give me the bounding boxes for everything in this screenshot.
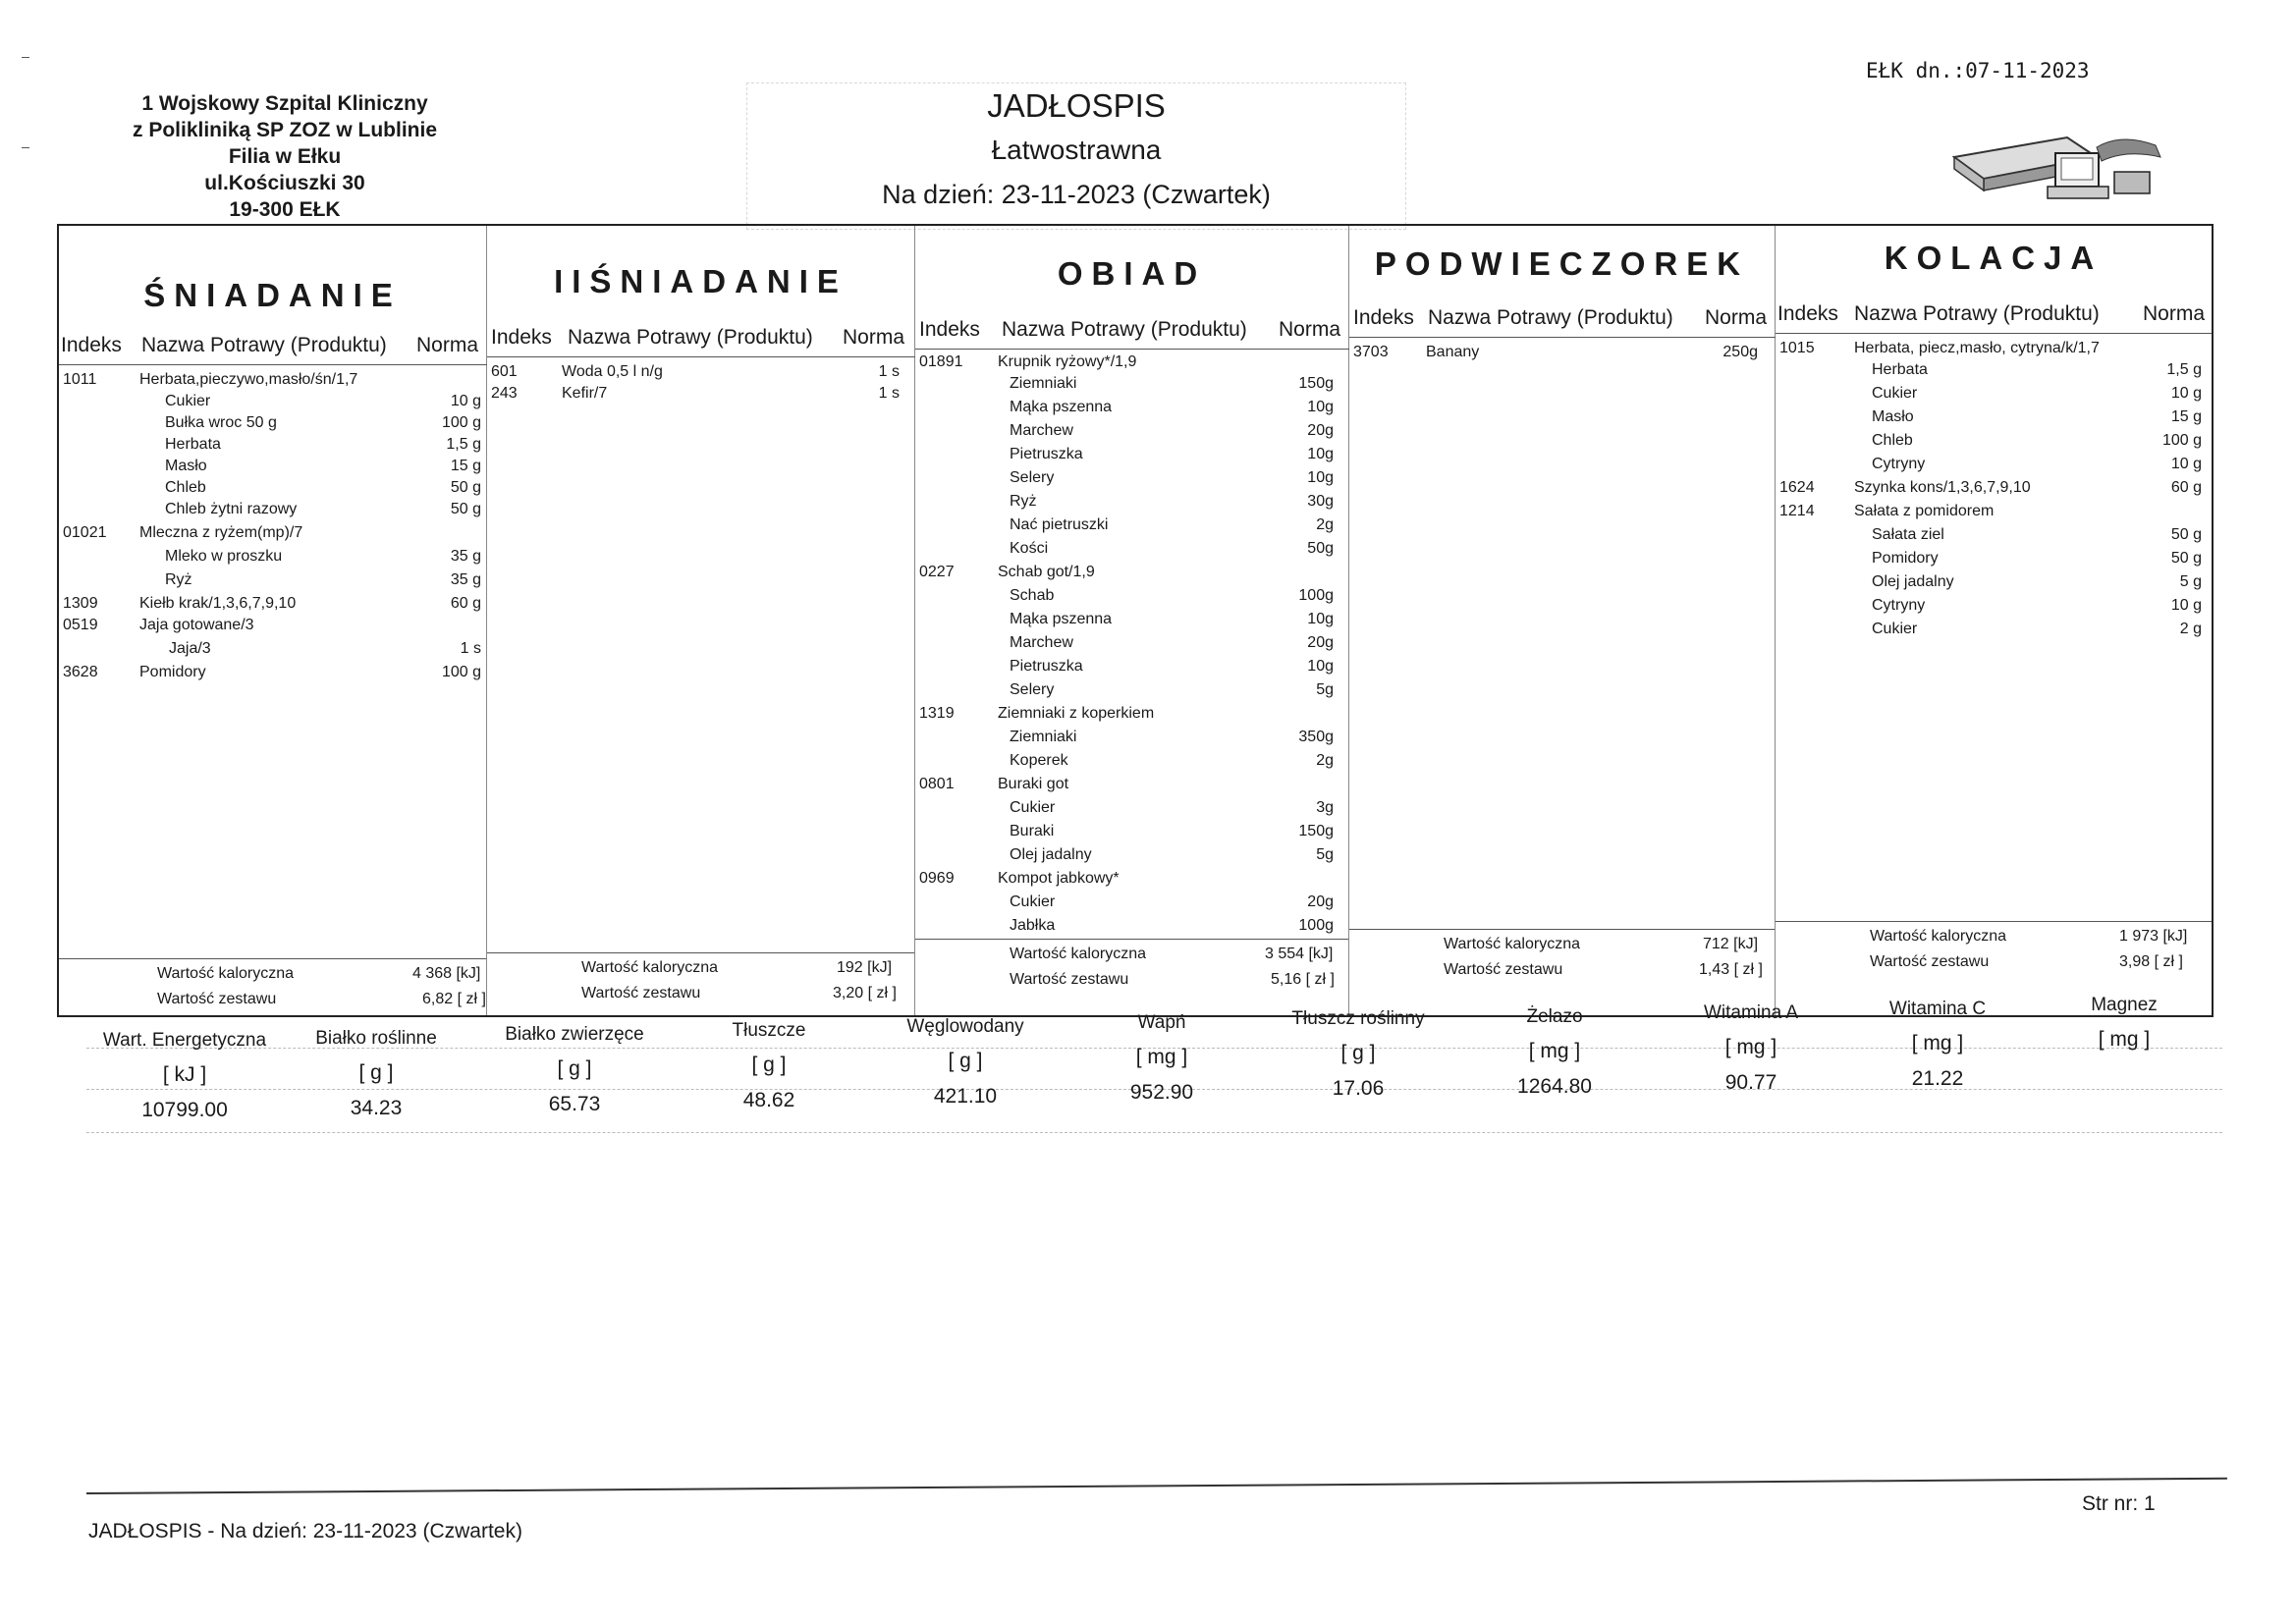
item-name: Cukier — [1872, 621, 1918, 637]
item-name: Herbata — [1872, 361, 1928, 378]
nutrient-label: Białko roślinne — [315, 1028, 437, 1049]
list-item — [915, 893, 1348, 915]
list-item — [915, 564, 1348, 585]
item-name: Mąka pszenna — [1010, 399, 1113, 415]
item-norm: 15 g — [450, 458, 481, 474]
hospital-line: 1 Wojskowy Szpital Kliniczny — [141, 92, 428, 115]
column-norm: Norma — [1705, 306, 1768, 329]
item-index: 3628 — [63, 664, 98, 680]
item-norm: 350g — [1298, 729, 1334, 745]
item-name: Ziemniaki — [1010, 729, 1077, 745]
item-index: 1624 — [1779, 479, 1815, 496]
item-name: Cytryny — [1872, 456, 1926, 472]
item-name: Kompot jabkowy* — [998, 870, 1120, 887]
item-norm: 20g — [1307, 893, 1334, 910]
list-item — [915, 353, 1348, 375]
nutrient-plant-fat — [1265, 1008, 1451, 1101]
list-item — [915, 422, 1348, 444]
column-headers — [59, 332, 487, 365]
meal-second-breakfast — [487, 226, 915, 1015]
item-name: Schab — [1010, 587, 1055, 604]
nutrient-label: Witamina C — [1888, 999, 1987, 1019]
item-name: Cukier — [1010, 799, 1056, 816]
meal-items — [915, 353, 1348, 933]
item-norm: 150g — [1298, 375, 1334, 392]
list-item — [915, 846, 1348, 868]
item-index: 243 — [491, 385, 518, 402]
nutrient-value: 21.22 — [1911, 1067, 1964, 1090]
item-name: Koperek — [1010, 752, 1068, 769]
item-norm: 1 s — [878, 385, 900, 402]
column-norm: Norma — [2143, 302, 2206, 325]
nutrient-vitamin-a — [1658, 1002, 1844, 1095]
kcal-label: Wartość kaloryczna — [157, 965, 294, 982]
column-index: Indeks — [61, 334, 122, 356]
item-norm: 50 g — [450, 479, 481, 496]
menu-date: Na dzień: 23-11-2023 (Czwartek) — [882, 180, 1271, 209]
column-name: Nazwa Potrawy (Produktu) — [1002, 318, 1247, 341]
nutrient-value: 34.23 — [350, 1097, 403, 1119]
list-item — [915, 634, 1348, 656]
item-index: 0227 — [919, 564, 955, 580]
nutrient-unit: [ mg ] — [1911, 1032, 1964, 1055]
list-item — [915, 399, 1348, 420]
nutrient-label: Wapń — [1137, 1012, 1186, 1033]
menu-table — [57, 224, 2214, 1017]
page-footer: JADŁOSPIS - Na dzień: 23-11-2023 (Czwartek) — [88, 1520, 522, 1542]
item-norm: 10g — [1307, 611, 1334, 627]
nutrient-carbohydrates — [872, 1016, 1059, 1109]
item-name: Jabłka — [1010, 917, 1056, 934]
item-name: Nać pietruszki — [1010, 516, 1109, 533]
column-name: Nazwa Potrawy (Produktu) — [141, 334, 387, 356]
list-item — [1776, 526, 2212, 548]
nutrient-calcium — [1068, 1012, 1255, 1105]
cost-value: 5,16 [ zł ] — [1271, 971, 1335, 988]
list-item — [915, 705, 1348, 727]
item-name: Woda 0,5 l n/g — [562, 363, 663, 380]
list-item — [915, 516, 1348, 538]
meal-lunch — [915, 226, 1349, 1015]
list-item — [1776, 340, 2212, 361]
list-item — [915, 917, 1348, 939]
item-name: Mąka pszenna — [1010, 611, 1113, 627]
item-norm: 60 g — [2170, 479, 2202, 496]
list-item — [915, 799, 1348, 821]
list-item — [915, 681, 1348, 703]
meal-items — [59, 371, 486, 950]
item-norm: 50 g — [2170, 526, 2202, 543]
nutrient-unit: [ mg ] — [1724, 1036, 1777, 1058]
item-norm: 1 s — [878, 363, 900, 380]
item-norm: 50 g — [450, 501, 481, 517]
nutrient-value: 65.73 — [548, 1093, 601, 1115]
list-item — [1776, 479, 2212, 501]
item-index: 0801 — [919, 776, 955, 792]
nutrient-unit: [ g ] — [358, 1061, 394, 1084]
document-title: JADŁOSPIS — [987, 87, 1166, 124]
meal-title: PODWIECZOREK — [1374, 245, 1750, 282]
column-norm: Norma — [1279, 318, 1341, 341]
item-name: Mleczna z ryżem(mp)/7 — [139, 524, 303, 541]
item-norm: 20g — [1307, 422, 1334, 439]
nutrient-label: Wart. Energetyczna — [102, 1030, 267, 1051]
item-name: Kefir/7 — [562, 385, 608, 402]
item-norm: 35 g — [450, 548, 481, 565]
list-item — [59, 501, 486, 522]
list-item — [1776, 503, 2212, 524]
item-name: Kiełb krak/1,3,6,7,9,10 — [139, 595, 297, 612]
item-norm: 1,5 g — [2166, 361, 2202, 378]
meal-items — [1776, 340, 2212, 919]
item-name: Chleb — [165, 479, 206, 496]
column-headers — [1776, 300, 2212, 334]
column-norm: Norma — [416, 334, 479, 356]
item-name: Jaja gotowane/3 — [139, 617, 254, 633]
item-index: 01021 — [63, 524, 107, 541]
column-norm: Norma — [843, 326, 905, 349]
meal-title: ŚNIADANIE — [143, 277, 402, 313]
column-index: Indeks — [1353, 306, 1414, 329]
item-norm: 10 g — [2170, 597, 2202, 614]
item-index: 3703 — [1353, 344, 1389, 360]
item-norm: 5 g — [2179, 573, 2202, 590]
list-item — [59, 393, 486, 414]
nutrient-value: 17.06 — [1332, 1077, 1385, 1100]
column-headers — [915, 316, 1349, 350]
issue-date: EŁK dn.:07-11-2023 — [1866, 59, 2090, 82]
list-item — [59, 617, 486, 638]
list-item — [487, 385, 914, 406]
item-norm: 1,5 g — [446, 436, 481, 453]
kcal-label: Wartość kaloryczna — [581, 959, 718, 976]
item-norm: 10g — [1307, 658, 1334, 675]
list-item — [915, 587, 1348, 609]
list-item — [59, 595, 486, 617]
item-norm: 60 g — [450, 595, 481, 612]
item-name: Ziemniaki — [1010, 375, 1077, 392]
diet-name: Łatwostrawna — [991, 135, 1162, 165]
kcal-value: 3 554 [kJ] — [1265, 946, 1334, 962]
item-name: Herbata, piecz,masło, cytryna/k/1,7 — [1854, 340, 2100, 356]
item-name: Cukier — [165, 393, 211, 409]
hospital-line: z Polikliniką SP ZOZ w Lublinie — [133, 119, 437, 141]
meal-title: IIŚNIADANIE — [554, 263, 847, 299]
nutrient-label: Węglowodany — [906, 1016, 1024, 1037]
item-name: Olej jadalny — [1010, 846, 1092, 863]
cost-label: Wartość zestawu — [1010, 971, 1129, 988]
list-item — [915, 870, 1348, 892]
item-index: 01891 — [919, 353, 963, 370]
list-item — [915, 658, 1348, 679]
meal-items — [1349, 344, 1775, 923]
nutrient-value: 421.10 — [933, 1085, 998, 1108]
cost-value: 3,98 [ zł ] — [2119, 953, 2183, 970]
nutrient-value: 10799.00 — [141, 1099, 228, 1121]
item-norm: 30g — [1307, 493, 1334, 510]
meal-breakfast — [59, 226, 487, 1015]
nutrient-label: Tłuszcz roślinny — [1291, 1008, 1425, 1029]
kcal-label: Wartość kaloryczna — [1870, 928, 2006, 945]
kcal-value: 192 [kJ] — [837, 959, 893, 976]
item-name: Selery — [1010, 681, 1055, 698]
list-item — [59, 414, 486, 436]
kcal-label: Wartość kaloryczna — [1444, 936, 1580, 952]
hospital-address — [108, 90, 462, 223]
nutrient-value: 952.90 — [1129, 1081, 1194, 1104]
cost-label: Wartość zestawu — [1444, 961, 1563, 978]
item-name: Chleb — [1872, 432, 1913, 449]
title-box — [746, 82, 1406, 230]
kcal-value: 712 [kJ] — [1703, 936, 1759, 952]
meal-summary — [1349, 929, 1775, 989]
list-item — [915, 776, 1348, 797]
nutrient-unit: [ mg ] — [1135, 1046, 1188, 1068]
hospital-line: Filia w Ełku — [228, 145, 342, 168]
item-norm: 2g — [1316, 516, 1334, 533]
hospital-line: 19-300 EŁK — [229, 198, 341, 221]
column-index: Indeks — [491, 326, 552, 349]
nutrient-label: Magnez — [2091, 995, 2158, 1015]
list-item — [59, 524, 486, 546]
nutrient-unit: [ g ] — [751, 1054, 787, 1076]
item-name: Jaja/3 — [169, 640, 211, 657]
item-norm: 20g — [1307, 634, 1334, 651]
item-norm: 2g — [1316, 752, 1334, 769]
column-name: Nazwa Potrawy (Produktu) — [568, 326, 813, 349]
item-name: Masło — [1872, 408, 1914, 425]
item-norm: 35 g — [450, 571, 481, 588]
list-item — [915, 469, 1348, 491]
item-name: Olej jadalny — [1872, 573, 1954, 590]
meal-title: KOLACJA — [1884, 240, 2104, 276]
list-item — [59, 458, 486, 479]
nutrient-value: 90.77 — [1724, 1071, 1777, 1094]
item-index: 0519 — [63, 617, 98, 633]
list-item — [1776, 408, 2212, 430]
item-name: Selery — [1010, 469, 1055, 486]
footer-divider — [86, 1478, 2227, 1494]
item-name: Buraki got — [998, 776, 1069, 792]
item-norm: 10 g — [450, 393, 481, 409]
item-norm: 5g — [1316, 681, 1334, 698]
column-name: Nazwa Potrawy (Produktu) — [1428, 306, 1673, 329]
cost-label: Wartość zestawu — [1870, 953, 1990, 970]
column-name: Nazwa Potrawy (Produktu) — [1854, 302, 2100, 325]
meal-title: OBIAD — [1057, 255, 1207, 292]
nutrient-label: Białko zwierzęce — [505, 1024, 644, 1045]
list-item — [915, 540, 1348, 562]
nutrient-value: 1264.80 — [1517, 1075, 1592, 1098]
list-item — [1776, 361, 2212, 383]
list-item — [915, 752, 1348, 774]
nutrient-unit: [ g ] — [557, 1057, 592, 1080]
meal-afternoon-snack — [1349, 226, 1776, 1015]
page-number: Str nr: 1 — [2082, 1492, 2156, 1515]
item-name: Schab got/1,9 — [998, 564, 1095, 580]
list-item — [1776, 550, 2212, 571]
item-norm: 10 g — [2170, 385, 2202, 402]
list-item — [1776, 432, 2212, 454]
nutrient-unit: [ g ] — [1340, 1042, 1376, 1064]
item-norm: 100 g — [441, 414, 481, 431]
item-name: Chleb żytni razowy — [165, 501, 298, 517]
item-norm: 50g — [1307, 540, 1334, 557]
item-name: Sałata z pomidorem — [1854, 503, 1995, 519]
item-index: 1319 — [919, 705, 955, 722]
item-name: Masło — [165, 458, 207, 474]
item-name: Buraki — [1010, 823, 1055, 839]
list-item — [915, 823, 1348, 844]
item-index: 1015 — [1779, 340, 1815, 356]
item-name: Pietruszka — [1010, 658, 1083, 675]
scan-mark — [22, 57, 29, 58]
list-item — [59, 371, 486, 393]
item-norm: 2 g — [2179, 621, 2202, 637]
nutrition-divider — [86, 1132, 2222, 1133]
nutrient-magnesium — [2031, 995, 2217, 1063]
list-item — [915, 729, 1348, 750]
nutrient-label: Tłuszcze — [732, 1020, 806, 1041]
computer-book-icon — [1949, 118, 2165, 206]
item-norm: 10 g — [2170, 456, 2202, 472]
list-item — [59, 640, 486, 662]
list-item — [59, 664, 486, 685]
cost-label: Wartość zestawu — [581, 985, 701, 1001]
list-item — [1776, 385, 2212, 406]
item-name: Bułka wroc 50 g — [165, 414, 277, 431]
item-norm: 50 g — [2170, 550, 2202, 567]
item-name: Pomidory — [1872, 550, 1939, 567]
cost-value: 6,82 [ zł ] — [422, 991, 486, 1007]
nutrient-plant-protein — [283, 1028, 469, 1120]
item-index: 1011 — [63, 371, 97, 388]
nutrient-animal-protein — [481, 1024, 668, 1116]
item-name: Cukier — [1872, 385, 1918, 402]
meal-items — [487, 363, 914, 943]
list-item — [59, 436, 486, 458]
item-norm: 10g — [1307, 469, 1334, 486]
nutrient-unit: [ mg ] — [1528, 1040, 1581, 1062]
nutrient-label: Żelazo — [1526, 1006, 1583, 1027]
item-index: 1214 — [1779, 503, 1815, 519]
item-name: Ziemniaki z koperkiem — [998, 705, 1155, 722]
list-item — [59, 548, 486, 569]
list-item — [915, 375, 1348, 397]
item-name: Cukier — [1010, 893, 1056, 910]
item-name: Mleko w proszku — [165, 548, 283, 565]
nutrient-unit: [ mg ] — [2098, 1028, 2151, 1051]
hospital-line: ul.Kościuszki 30 — [204, 172, 365, 194]
meal-summary — [1776, 921, 2212, 981]
nutrient-vitamin-c — [1844, 999, 2031, 1091]
list-item — [915, 446, 1348, 467]
item-name: Szynka kons/1,3,6,7,9,10 — [1854, 479, 2031, 496]
nutrient-unit: [ kJ ] — [162, 1063, 207, 1086]
list-item — [59, 479, 486, 501]
item-name: Kości — [1010, 540, 1049, 557]
item-name: Herbata,pieczywo,masło/śn/1,7 — [139, 371, 358, 388]
column-index: Indeks — [919, 318, 980, 341]
list-item — [915, 493, 1348, 514]
column-headers — [1349, 304, 1776, 338]
item-name: Krupnik ryżowy*/1,9 — [998, 353, 1137, 370]
item-name: Marchew — [1010, 634, 1073, 651]
item-norm: 10g — [1307, 446, 1334, 462]
list-item — [59, 571, 486, 593]
meal-dinner — [1776, 226, 2212, 1015]
list-item — [487, 363, 914, 385]
cost-value: 1,43 [ zł ] — [1699, 961, 1763, 978]
item-name: Pomidory — [139, 664, 206, 680]
item-name: Ryż — [165, 571, 192, 588]
item-name: Ryż — [1010, 493, 1037, 510]
item-name: Marchew — [1010, 422, 1073, 439]
item-name: Pietruszka — [1010, 446, 1083, 462]
kcal-label: Wartość kaloryczna — [1010, 946, 1146, 962]
item-norm: 100 g — [2161, 432, 2202, 449]
meal-summary — [487, 952, 914, 1012]
item-index: 601 — [491, 363, 518, 380]
nutrient-unit: [ g ] — [948, 1050, 983, 1072]
nutrient-energy — [86, 1030, 283, 1122]
kcal-value: 1 973 [kJ] — [2119, 928, 2188, 945]
list-item — [1776, 573, 2212, 595]
list-item — [1776, 621, 2212, 642]
item-index: 1309 — [63, 595, 98, 612]
item-norm: 3g — [1316, 799, 1334, 816]
item-name: Herbata — [165, 436, 221, 453]
item-norm: 100 g — [441, 664, 481, 680]
nutrient-value: 48.62 — [742, 1089, 795, 1111]
item-index: 0969 — [919, 870, 955, 887]
item-name: Sałata ziel — [1872, 526, 1944, 543]
cost-label: Wartość zestawu — [157, 991, 277, 1007]
item-name: Banany — [1426, 344, 1480, 360]
meal-summary — [915, 939, 1348, 999]
list-item — [915, 611, 1348, 632]
nutrient-fat — [676, 1020, 862, 1112]
list-item — [1776, 597, 2212, 619]
cost-value: 3,20 [ zł ] — [833, 985, 897, 1001]
item-norm: 5g — [1316, 846, 1334, 863]
nutrient-iron — [1461, 1006, 1648, 1099]
item-norm: 100g — [1298, 587, 1334, 604]
item-norm: 15 g — [2170, 408, 2202, 425]
column-index: Indeks — [1777, 302, 1838, 325]
item-norm: 150g — [1298, 823, 1334, 839]
item-name: Cytryny — [1872, 597, 1926, 614]
nutrient-label: Witamina A — [1703, 1002, 1799, 1023]
list-item — [1776, 456, 2212, 477]
item-norm: 10g — [1307, 399, 1334, 415]
item-norm: 100g — [1298, 917, 1334, 934]
item-norm: 250g — [1722, 344, 1758, 360]
column-headers — [487, 324, 915, 357]
kcal-value: 4 368 [kJ] — [412, 965, 481, 982]
scan-mark — [22, 147, 29, 148]
item-norm: 1 s — [460, 640, 481, 657]
list-item — [1349, 344, 1775, 365]
